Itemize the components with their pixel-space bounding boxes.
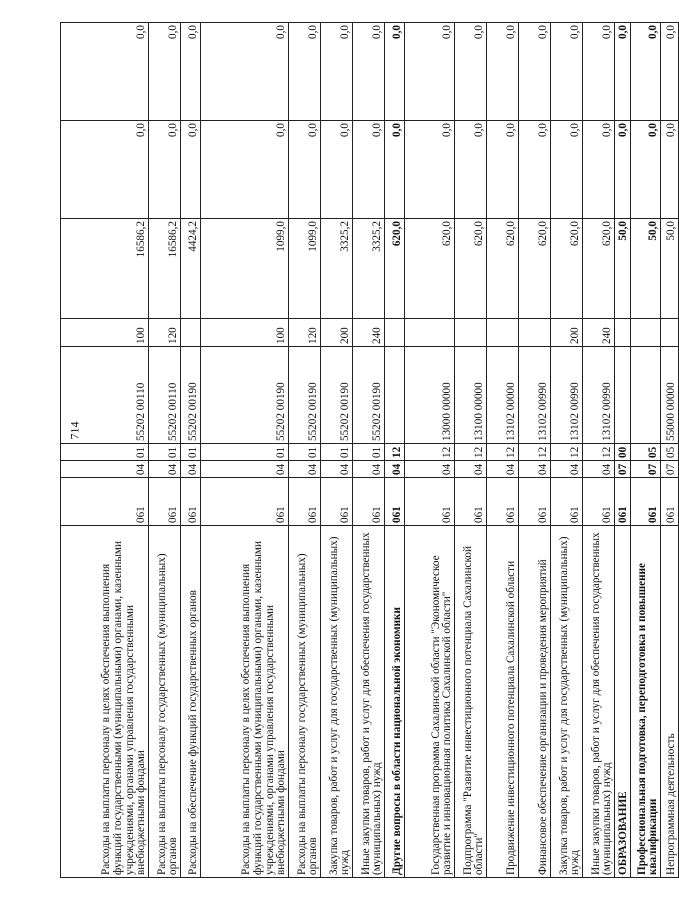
row-amount-3: 0,0: [181, 23, 201, 121]
table-row: [385, 23, 405, 878]
row-ved-code: 061: [661, 478, 679, 526]
row-ved-code: 061: [583, 478, 615, 526]
row-amount-3: 0,0: [385, 23, 405, 121]
row-subsection-code: 01: [289, 444, 321, 461]
row-expense-type: [487, 319, 519, 347]
row-amount-2: 0,0: [149, 121, 181, 219]
row-subsection-code: 05: [631, 444, 661, 461]
row-amount-1: 3325,2: [353, 219, 385, 319]
row-section-code: 04: [583, 461, 615, 478]
row-subsection-code: 05: [661, 444, 679, 461]
row-amount-2: 0,0: [661, 121, 679, 219]
row-amount-1: 620,0: [405, 219, 455, 319]
row-section-code: 07: [661, 461, 679, 478]
table-row: [353, 23, 385, 878]
row-amount-2: 0,0: [385, 121, 405, 219]
row-name: Другие вопросы в области национальной экономики: [385, 526, 405, 878]
row-subsection-code: 01: [149, 444, 181, 461]
row-target-article: [631, 347, 661, 444]
row-ved-code: 061: [551, 478, 583, 526]
row-amount-3: 0,0: [631, 23, 661, 121]
row-amount-3: 0,0: [583, 23, 615, 121]
row-name: Расходы на обеспечение функций государственных органов: [181, 526, 201, 878]
row-target-article: 55000 00000: [661, 347, 679, 444]
row-name: Расходы на выплаты персоналу государственных (муниципальных) органов: [289, 526, 321, 878]
row-expense-type: [519, 319, 551, 347]
row-ved-code: 061: [405, 478, 455, 526]
row-amount-2: 0,0: [181, 121, 201, 219]
row-name: Иные закупки товаров, работ и услуг для обеспечения государственных (муниципальных) нужд: [353, 526, 385, 878]
row-expense-type: 100: [201, 319, 289, 347]
row-amount-3: 0,0: [61, 23, 149, 121]
row-amount-2: 0,0: [201, 121, 289, 219]
row-name: Закупка товаров, работ и услуг для государственных (муниципальных) нужд: [551, 526, 583, 878]
row-subsection-code: 01: [181, 444, 201, 461]
row-section-code: 07: [631, 461, 661, 478]
row-ved-code: 061: [455, 478, 487, 526]
row-target-article: 55202 00110: [61, 347, 149, 444]
budget-table: [60, 22, 679, 878]
row-amount-3: 0,0: [551, 23, 583, 121]
row-ved-code: 061: [201, 478, 289, 526]
row-amount-1: 1099,0: [201, 219, 289, 319]
row-target-article: 55202 00110: [149, 347, 181, 444]
row-amount-3: 0,0: [289, 23, 321, 121]
row-section-code: 04: [181, 461, 201, 478]
row-name: Закупка товаров, работ и услуг для государственных (муниципальных) нужд: [321, 526, 353, 878]
row-section-code: 04: [487, 461, 519, 478]
row-subsection-code: 01: [321, 444, 353, 461]
table-row: [487, 23, 519, 878]
row-expense-type: 240: [583, 319, 615, 347]
row-expense-type: [615, 319, 631, 347]
row-amount-3: 0,0: [615, 23, 631, 121]
row-target-article: 13102 00990: [551, 347, 583, 444]
row-amount-1: 50,0: [615, 219, 631, 319]
table-row: [455, 23, 487, 878]
row-name: Расходы на выплаты персоналу государственных (муниципальных) органов: [149, 526, 181, 878]
row-amount-1: 16586,2: [149, 219, 181, 319]
row-ved-code: 061: [385, 478, 405, 526]
row-amount-1: 16586,2: [61, 219, 149, 319]
row-name: Финансовое обеспечение организации и проведения мероприятий: [519, 526, 551, 878]
row-target-article: [615, 347, 631, 444]
row-amount-3: 0,0: [519, 23, 551, 121]
row-section-code: 04: [353, 461, 385, 478]
row-subsection-code: 12: [487, 444, 519, 461]
row-amount-2: 0,0: [353, 121, 385, 219]
row-amount-3: 0,0: [201, 23, 289, 121]
table-row: [149, 23, 181, 878]
row-expense-type: 200: [551, 319, 583, 347]
row-amount-1: 50,0: [631, 219, 661, 319]
table-row: [405, 23, 455, 878]
row-amount-3: 0,0: [455, 23, 487, 121]
table-row: [583, 23, 615, 878]
page-number: 714: [67, 421, 82, 440]
table-row: [201, 23, 289, 878]
table-row: [631, 23, 661, 878]
table-row: [519, 23, 551, 878]
row-subsection-code: 01: [353, 444, 385, 461]
row-name: Подпрограмма "Развитие инвестиционного потенциала Сахалинской области": [455, 526, 487, 878]
row-name: Государственная программа Сахалинской области "Экономическое развитие и инновационная политика Сахалинской области": [405, 526, 455, 878]
row-amount-2: 0,0: [487, 121, 519, 219]
row-amount-2: 0,0: [519, 121, 551, 219]
row-subsection-code: 12: [385, 444, 405, 461]
row-expense-type: 120: [289, 319, 321, 347]
row-target-article: 55202 00190: [353, 347, 385, 444]
row-subsection-code: 01: [61, 444, 149, 461]
row-amount-2: 0,0: [405, 121, 455, 219]
row-name: Расходы на выплаты персоналу в целях обеспечения выполнения функций государственными (муниципальными) органами, казенными учреждениями, органами управления государственными внебюджетными фондами: [201, 526, 289, 878]
row-amount-2: 0,0: [289, 121, 321, 219]
row-ved-code: 061: [321, 478, 353, 526]
row-subsection-code: 12: [405, 444, 455, 461]
row-target-article: 13100 00000: [455, 347, 487, 444]
row-expense-type: [385, 319, 405, 347]
row-amount-2: 0,0: [61, 121, 149, 219]
row-ved-code: 061: [519, 478, 551, 526]
row-amount-3: 0,0: [149, 23, 181, 121]
row-expense-type: 200: [321, 319, 353, 347]
row-amount-2: 0,0: [455, 121, 487, 219]
table-row: [615, 23, 631, 878]
row-amount-3: 0,0: [405, 23, 455, 121]
table-row: [321, 23, 353, 878]
row-expense-type: [631, 319, 661, 347]
row-section-code: 04: [385, 461, 405, 478]
row-section-code: 04: [321, 461, 353, 478]
row-expense-type: [181, 319, 201, 347]
row-ved-code: 061: [631, 478, 661, 526]
row-amount-1: 620,0: [583, 219, 615, 319]
row-ved-code: 061: [149, 478, 181, 526]
row-target-article: 55202 00190: [321, 347, 353, 444]
row-expense-type: [455, 319, 487, 347]
row-ved-code: 061: [615, 478, 631, 526]
row-section-code: 04: [61, 461, 149, 478]
row-subsection-code: 12: [551, 444, 583, 461]
row-amount-2: 0,0: [615, 121, 631, 219]
row-target-article: 13000 00000: [405, 347, 455, 444]
row-amount-1: 620,0: [385, 219, 405, 319]
row-ved-code: 061: [487, 478, 519, 526]
row-amount-3: 0,0: [487, 23, 519, 121]
row-amount-1: 3325,2: [321, 219, 353, 319]
row-target-article: 55202 00190: [201, 347, 289, 444]
row-amount-1: 620,0: [487, 219, 519, 319]
rotated-page: [60, 23, 678, 878]
row-section-code: 04: [149, 461, 181, 478]
row-section-code: 04: [289, 461, 321, 478]
row-subsection-code: 12: [455, 444, 487, 461]
row-section-code: 04: [201, 461, 289, 478]
row-name: ОБРАЗОВАНИЕ: [615, 526, 631, 878]
row-subsection-code: 01: [201, 444, 289, 461]
row-amount-1: 4424,2: [181, 219, 201, 319]
row-name: Профессиональная подготовка, переподготовка и повышение квалификации: [631, 526, 661, 878]
row-target-article: 55202 00190: [289, 347, 321, 444]
row-expense-type: [405, 319, 455, 347]
row-name: Продвижение инвестиционного потенциала Сахалинской области: [487, 526, 519, 878]
row-ved-code: 061: [289, 478, 321, 526]
row-subsection-code: 12: [583, 444, 615, 461]
row-ved-code: 061: [353, 478, 385, 526]
row-section-code: 04: [551, 461, 583, 478]
table-row: [289, 23, 321, 878]
row-amount-2: 0,0: [631, 121, 661, 219]
row-amount-1: 620,0: [455, 219, 487, 319]
row-section-code: 07: [615, 461, 631, 478]
row-amount-3: 0,0: [353, 23, 385, 121]
row-expense-type: 240: [353, 319, 385, 347]
row-amount-3: 0,0: [661, 23, 679, 121]
row-amount-2: 0,0: [551, 121, 583, 219]
row-subsection-code: 00: [615, 444, 631, 461]
table-row: [551, 23, 583, 878]
row-target-article: 13102 00000: [487, 347, 519, 444]
row-name: Непрограммная деятельность: [661, 526, 679, 878]
row-section-code: 04: [405, 461, 455, 478]
row-amount-1: 620,0: [519, 219, 551, 319]
row-target-article: 13102 00990: [519, 347, 551, 444]
row-amount-2: 0,0: [321, 121, 353, 219]
row-amount-2: 0,0: [583, 121, 615, 219]
row-amount-1: 50,0: [661, 219, 679, 319]
row-expense-type: 120: [149, 319, 181, 347]
row-section-code: 04: [455, 461, 487, 478]
row-target-article: 55202 00190: [181, 347, 201, 444]
row-section-code: 04: [519, 461, 551, 478]
table-row: [661, 23, 679, 878]
row-ved-code: 061: [61, 478, 149, 526]
row-expense-type: [661, 319, 679, 347]
row-expense-type: 100: [61, 319, 149, 347]
row-name: Иные закупки товаров, работ и услуг для обеспечения государственных (муниципальных) нужд: [583, 526, 615, 878]
table-row: [61, 23, 149, 878]
row-target-article: 13102 00990: [583, 347, 615, 444]
row-amount-3: 0,0: [321, 23, 353, 121]
row-amount-1: 1099,0: [289, 219, 321, 319]
row-amount-1: 620,0: [551, 219, 583, 319]
row-name: Расходы на выплаты персоналу в целях обеспечения выполнения функций государственными (муниципальными) органами, казенными учреждениями, органами управления государственными внебюджетными фондами: [61, 526, 149, 878]
row-subsection-code: 12: [519, 444, 551, 461]
row-ved-code: 061: [181, 478, 201, 526]
row-target-article: [385, 347, 405, 444]
table-row: [181, 23, 201, 878]
